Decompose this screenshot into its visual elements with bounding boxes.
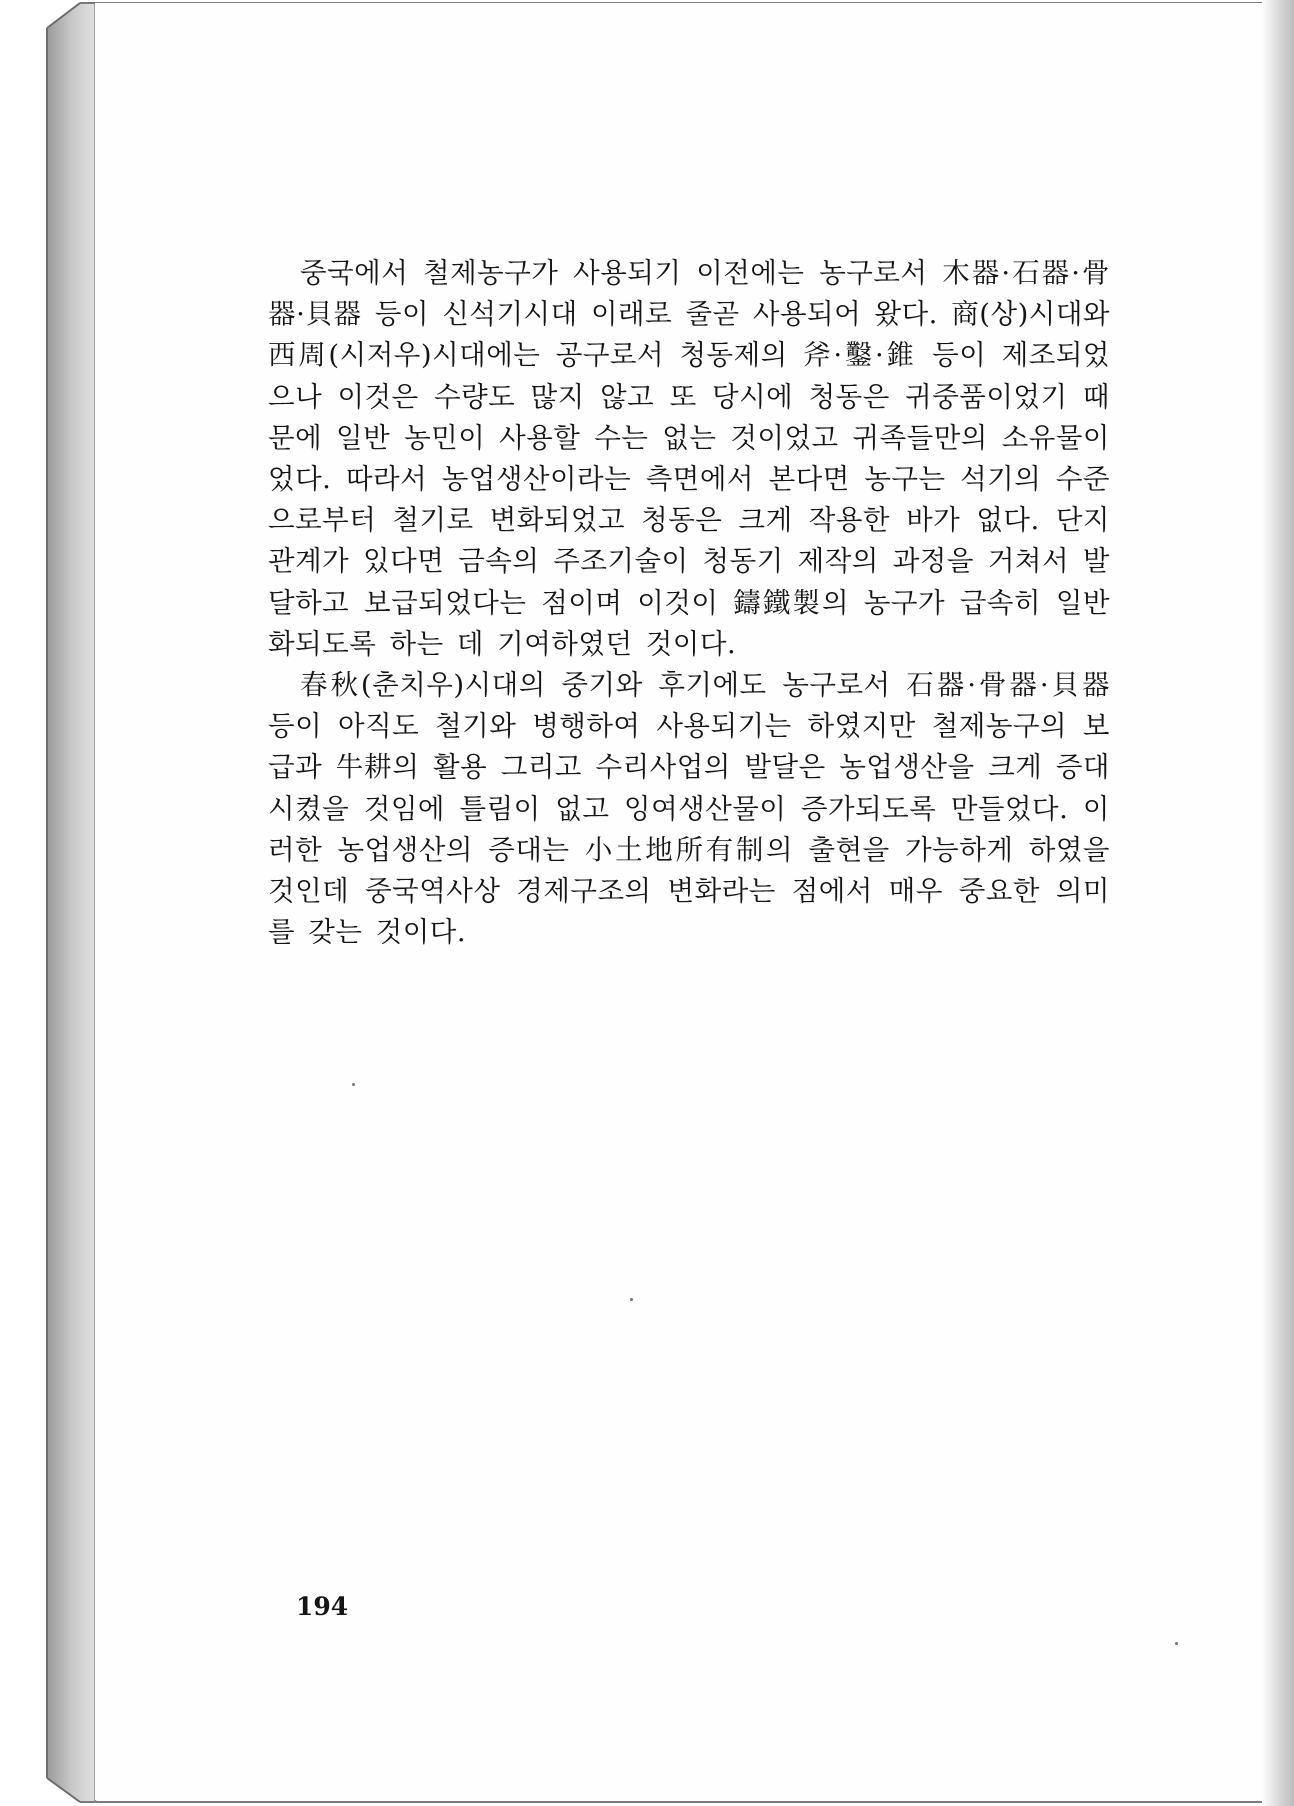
scan-speck (630, 1298, 633, 1301)
paragraph-1: 중국에서 철제농구가 사용되기 이전에는 농구로서 木器·石器·骨器·貝器 등이 신석기시대 이래로 줄곧 사용되어 왔다. 商(상)시대와 西周(시저우)시대에는 공구로서 청동제의 斧·鑿·錐 등이 제조되었으나 이것은 수량도 많지 않고 또 당시에 청동은 귀중품이었기 때문에 일반 농민이 사용할 수는 없는 것이었고 귀족들만의 소유물이었다. 따라서 농업생산이라는 측면에서 본다면 농구는 석기의 수준으로부터 철기로 변화되었고 청동은 크게 작용한 바가 없다. 단지 관계가 있다면 금속의 주조기술이 청동기 제작의 과정을 거쳐서 발달하고 보급되었다는 점이며 이것이 鑄鐵製의 농구가 급속히 일반화되도록 하는 데 기여하였던 것이다. (268, 257, 1110, 660)
page-edge-shadow (1262, 0, 1294, 1806)
paragraph-2: 春秋(춘치우)시대의 중기와 후기에도 농구로서 石器·骨器·貝器 등이 아직도 철기와 병행하여 사용되기는 하였지만 철제농구의 보급과 牛耕의 활용 그리고 수리사업의 발달은 농업생산을 크게 증대시켰을 것임에 틀림이 없고 잉여생산물이 증가되도록 만들었다. 이러한 농업생산의 증대는 小土地所有制의 출현을 가능하게 하였을 것인데 중국역사상 경제구조의 변화라는 점에서 매우 중요한 의미를 갖는 것이다. (268, 669, 1110, 949)
body-text (268, 253, 1110, 953)
scan-speck (1175, 1642, 1178, 1645)
scan-speck (352, 1083, 355, 1086)
page-number: 194 (296, 1592, 349, 1621)
